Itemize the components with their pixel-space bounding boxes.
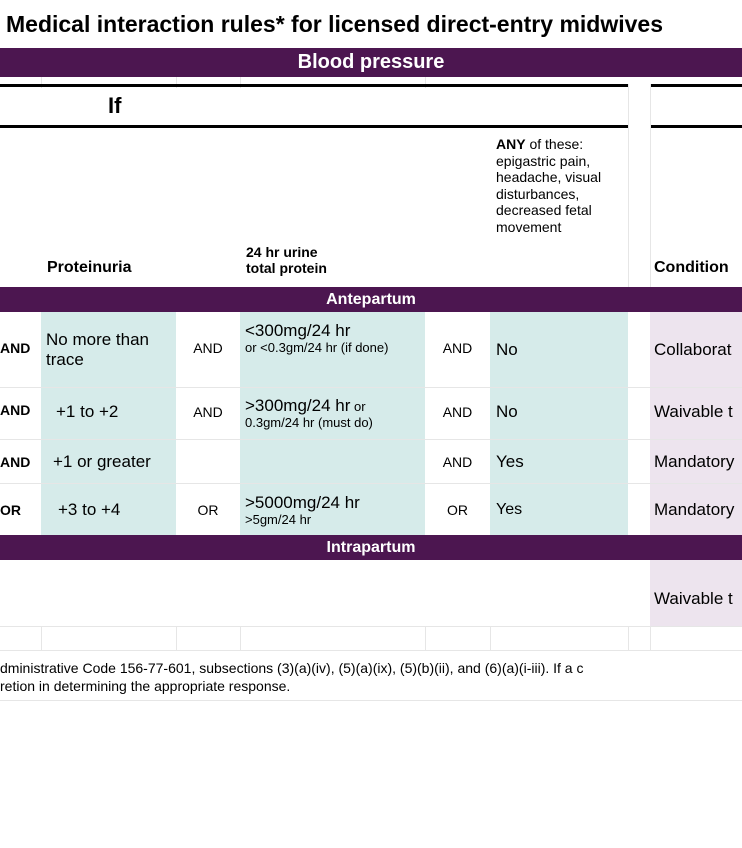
connector: AND — [442, 404, 473, 420]
connector: OR — [197, 502, 219, 518]
header-urine-protein — [246, 244, 327, 276]
proteinuria-value: +1 to +2 — [56, 402, 119, 421]
footnote — [0, 659, 742, 695]
header-symptoms — [496, 136, 626, 236]
row-divider — [0, 650, 742, 651]
connector: AND — [193, 340, 223, 356]
grid-line — [650, 627, 651, 650]
symptoms-value: No — [496, 402, 518, 421]
intrapartum-condition-value: Waivable t — [654, 589, 733, 608]
symptoms-value: Yes — [496, 501, 523, 518]
grid-line — [490, 627, 491, 650]
urine-value — [245, 321, 423, 355]
connector: AND — [193, 404, 223, 420]
grid-line — [176, 627, 177, 650]
urine-primary: >5000mg/24 hr — [245, 493, 360, 512]
if-label: If — [108, 93, 122, 118]
blood-pressure-band: Blood pressure — [0, 48, 742, 77]
condition-value: Waivable t — [654, 402, 733, 421]
footnote-divider — [0, 700, 742, 701]
condition-value: Mandatory — [654, 452, 735, 471]
then-bottom-rule — [650, 125, 742, 128]
urine-secondary: or <0.3gm/24 hr (if done) — [245, 340, 389, 355]
urine-cell — [240, 440, 425, 483]
footnote-line-1: dministrative Code 156-77-601, subsections (3)(a)(iv), (5)(a)(ix), (5)(b)(ii), and (6)(a)(i-iii). If a c — [0, 660, 584, 676]
proteinuria-value: +1 or greater — [53, 452, 151, 471]
row-divider — [0, 626, 742, 627]
grid-line — [650, 84, 651, 287]
urine-secondary: >5gm/24 hr — [245, 512, 312, 527]
grid-line — [425, 627, 426, 650]
proteinuria-value: +3 to +4 — [58, 500, 121, 519]
if-bottom-rule — [0, 125, 628, 128]
page-title: Medical interaction rules* for licensed direct-entry midwives — [6, 11, 663, 37]
grid-line — [41, 627, 42, 650]
header-condition: Condition — [654, 259, 729, 276]
then-top-rule — [650, 84, 742, 87]
connector: OR — [447, 502, 468, 518]
urine-primary-suffix: or — [350, 399, 366, 414]
header-symptoms-any: ANY — [496, 136, 526, 152]
urine-primary: <300mg/24 hr — [245, 321, 351, 340]
header-symptoms-list: of these: epigastric pain, headache, visual disturbances, decreased fetal movement — [496, 136, 602, 235]
condition-value: Collaborat — [654, 340, 732, 359]
grid-line — [628, 627, 629, 650]
urine-value — [245, 396, 423, 430]
left-connector: AND — [0, 454, 31, 470]
symptoms-value: No — [496, 340, 518, 359]
header-urine-line2: total protein — [246, 260, 327, 276]
grid-line — [628, 84, 629, 287]
proteinuria-value: No more than trace — [46, 330, 149, 369]
symptoms-value: Yes — [496, 452, 524, 471]
footnote-line-2: retion in determining the appropriate response. — [0, 678, 291, 694]
grid-line — [240, 627, 241, 650]
header-proteinuria: Proteinuria — [47, 259, 132, 276]
if-top-rule — [0, 84, 628, 87]
intrapartum-band: Intrapartum — [0, 535, 742, 560]
left-connector: OR — [0, 502, 21, 518]
urine-primary — [245, 396, 423, 415]
urine-secondary: 0.3gm/24 hr (must do) — [245, 415, 373, 430]
left-connector: AND — [0, 340, 31, 356]
urine-primary-value: >300mg/24 hr — [245, 396, 351, 415]
condition-value: Mandatory — [654, 500, 735, 519]
connector: AND — [442, 340, 473, 356]
header-urine-line1: 24 hr urine — [246, 244, 318, 260]
left-connector: AND — [0, 402, 31, 418]
urine-value — [245, 493, 423, 527]
connector: AND — [442, 454, 473, 470]
antepartum-band: Antepartum — [0, 287, 742, 312]
